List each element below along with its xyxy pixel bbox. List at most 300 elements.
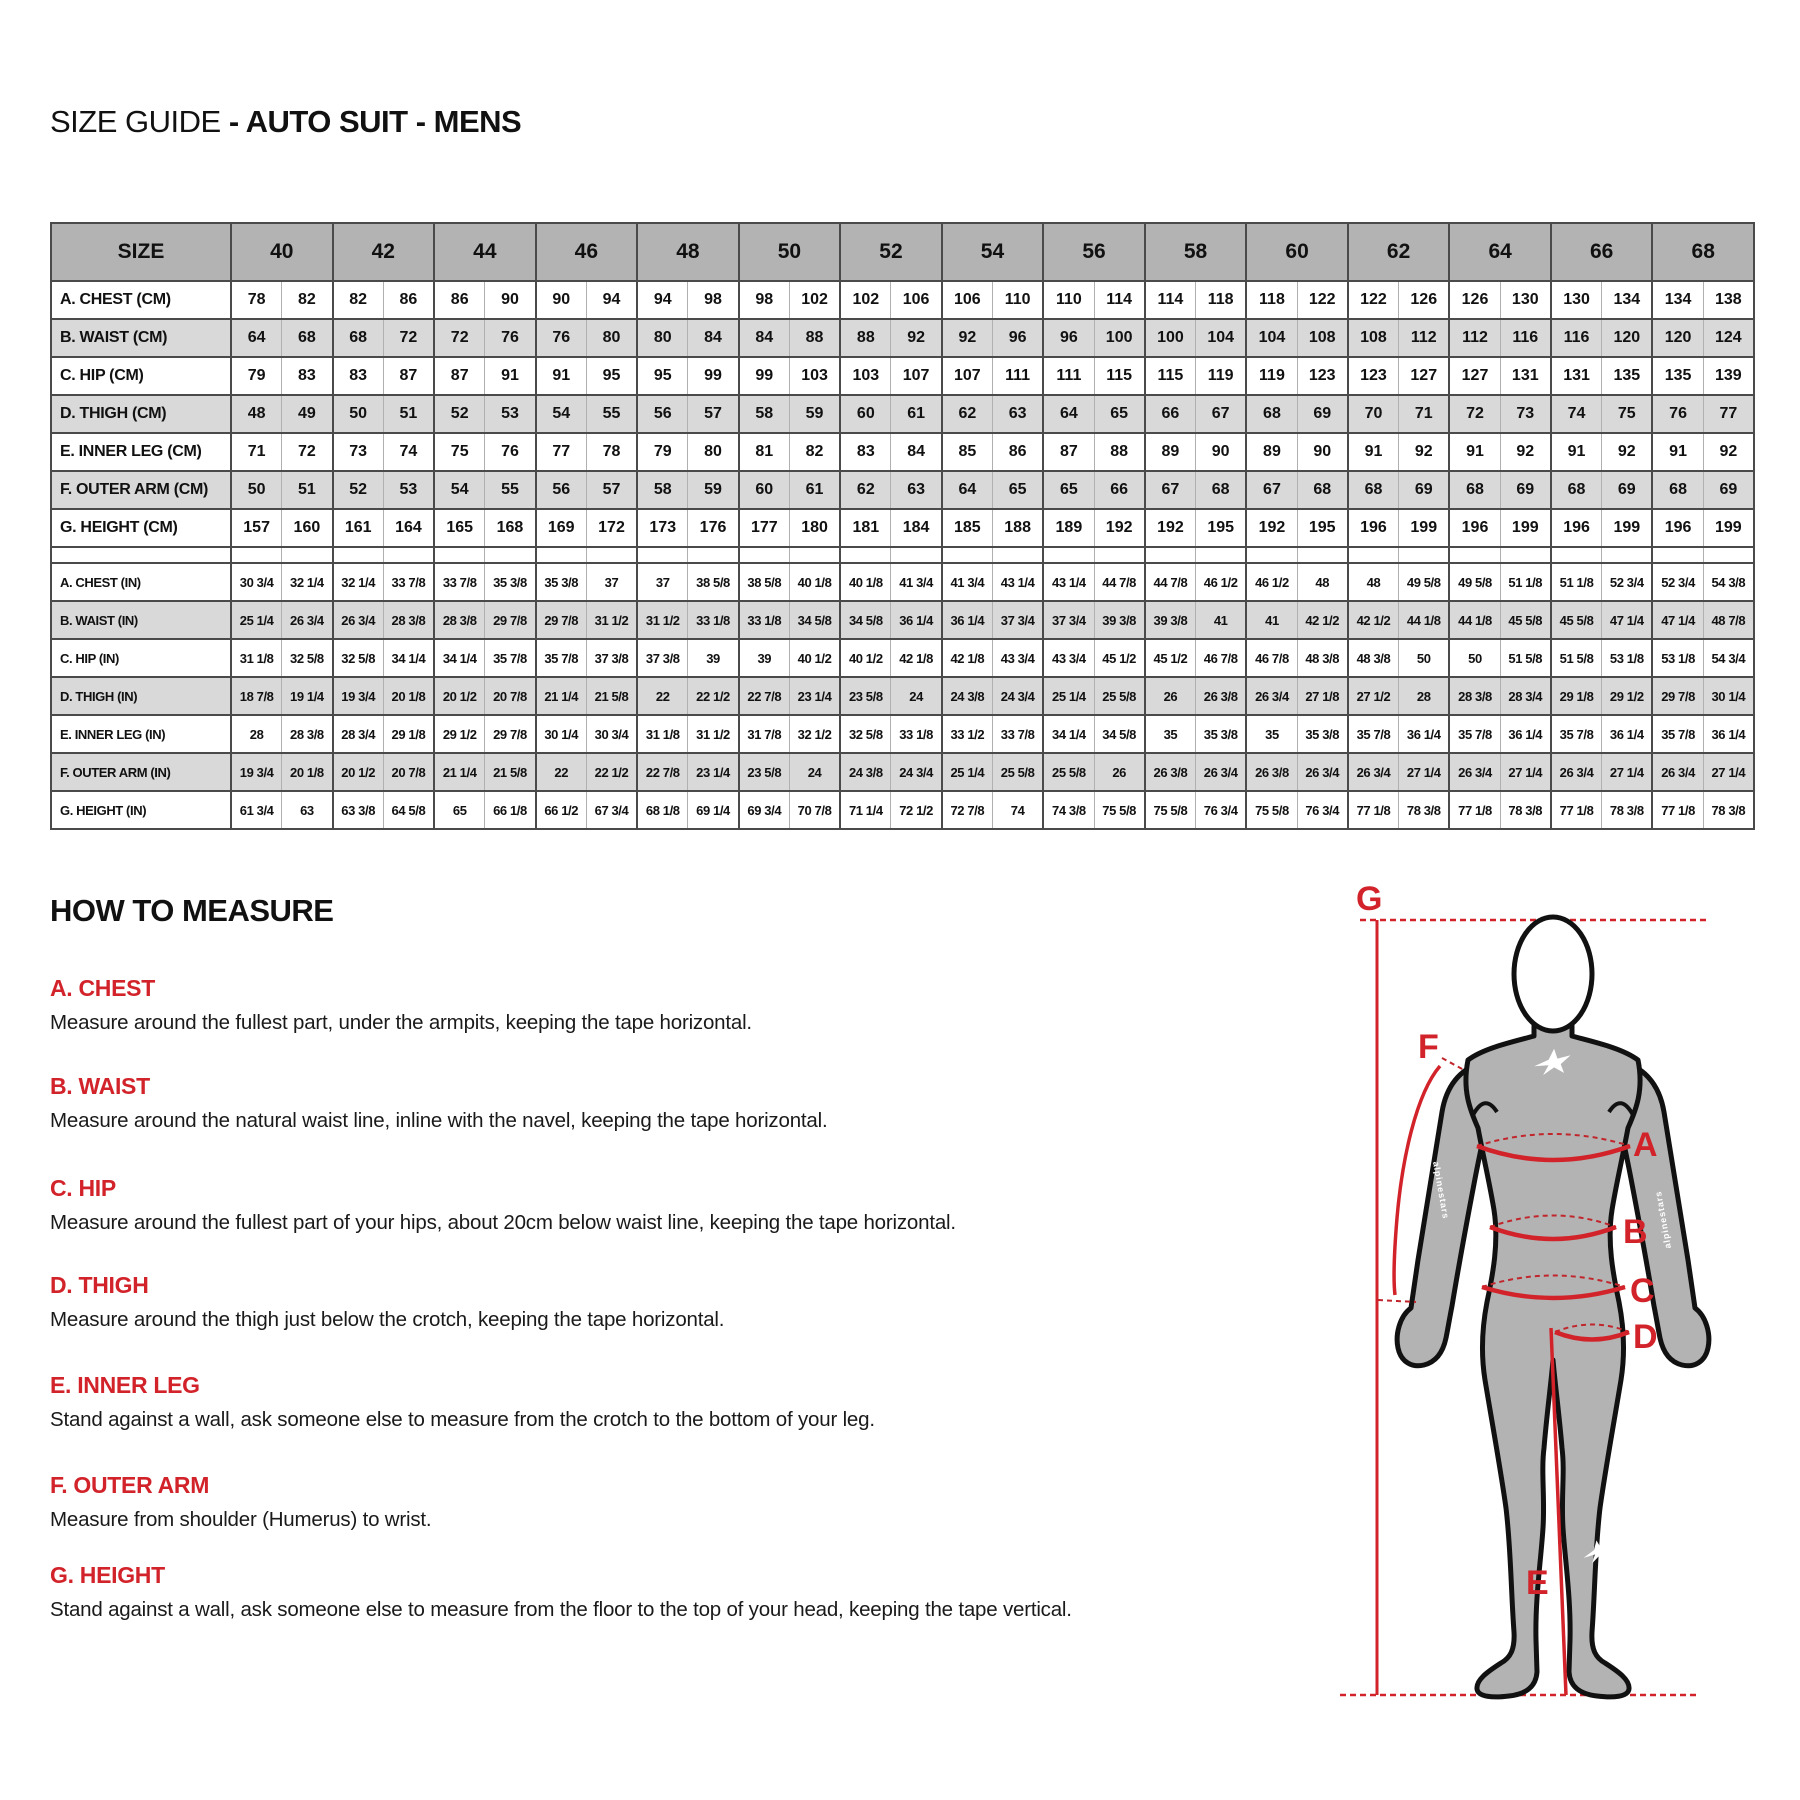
size-value-cell: 107 [891, 357, 942, 395]
size-value-cell: 28 3/8 [434, 601, 485, 639]
measure-section-inner-leg [50, 1372, 1320, 1432]
table-row [51, 357, 1754, 395]
size-value-cell: 72 [282, 433, 333, 471]
size-value-cell: 36 1/4 [1703, 715, 1754, 753]
size-value-cell: 29 7/8 [536, 601, 587, 639]
size-value-cell: 69 [1703, 471, 1754, 509]
row-label: A. CHEST (CM) [51, 281, 231, 319]
size-value-cell: 66 [1145, 395, 1196, 433]
size-value-cell: 78 3/8 [1399, 791, 1450, 829]
size-value-cell: 50 [1449, 639, 1500, 677]
size-value-cell: 45 5/8 [1500, 601, 1551, 639]
size-value-cell: 123 [1348, 357, 1399, 395]
size-value-cell: 24 3/4 [891, 753, 942, 791]
size-value-cell: 184 [891, 509, 942, 547]
size-value-cell: 23 5/8 [840, 677, 891, 715]
size-value-cell: 139 [1703, 357, 1754, 395]
size-value-cell: 89 [1246, 433, 1297, 471]
size-value-cell: 34 5/8 [1094, 715, 1145, 753]
size-value-cell: 86 [434, 281, 485, 319]
size-column-header: 64 [1449, 223, 1551, 281]
size-value-cell: 68 [1297, 471, 1348, 509]
size-value-cell: 21 5/8 [485, 753, 536, 791]
row-label: C. HIP (CM) [51, 357, 231, 395]
size-value-cell: 22 7/8 [637, 753, 688, 791]
size-value-cell: 91 [485, 357, 536, 395]
size-value-cell: 91 [1551, 433, 1602, 471]
size-value-cell: 84 [688, 319, 739, 357]
size-value-cell: 67 [1145, 471, 1196, 509]
size-value-cell: 65 [1043, 471, 1094, 509]
size-value-cell: 28 [231, 715, 282, 753]
size-value-cell: 169 [536, 509, 587, 547]
size-value-cell: 30 1/4 [536, 715, 587, 753]
size-value-cell: 67 [1246, 471, 1297, 509]
size-value-cell: 76 [1652, 395, 1703, 433]
size-value-cell: 29 7/8 [1652, 677, 1703, 715]
row-label: D. THIGH (IN) [51, 677, 231, 715]
size-value-cell: 24 3/4 [992, 677, 1043, 715]
size-value-cell: 45 1/2 [1094, 639, 1145, 677]
size-value-cell: 36 1/4 [1399, 715, 1450, 753]
size-value-cell: 49 5/8 [1399, 563, 1450, 601]
size-value-cell: 55 [586, 395, 637, 433]
size-value-cell: 91 [1348, 433, 1399, 471]
size-value-cell: 96 [1043, 319, 1094, 357]
size-value-cell: 78 [586, 433, 637, 471]
size-value-cell: 61 3/4 [231, 791, 282, 829]
size-value-cell: 33 7/8 [992, 715, 1043, 753]
size-header-row [51, 223, 1754, 281]
size-value-cell: 26 3/4 [1196, 753, 1247, 791]
size-value-cell: 123 [1297, 357, 1348, 395]
size-column-header: 58 [1145, 223, 1247, 281]
size-value-cell: 80 [586, 319, 637, 357]
size-value-cell: 112 [1399, 319, 1450, 357]
size-value-cell: 52 [333, 471, 384, 509]
measure-section-description: Stand against a wall, ask someone else to measure from the crotch to the bottom of your leg. [50, 1408, 875, 1431]
size-value-cell: 98 [688, 281, 739, 319]
size-value-cell: 157 [231, 509, 282, 547]
measure-section-title: D. THIGH [50, 1272, 149, 1298]
size-value-cell: 29 1/8 [383, 715, 434, 753]
size-value-cell: 68 [282, 319, 333, 357]
size-value-cell: 86 [992, 433, 1043, 471]
size-value-cell: 43 3/4 [992, 639, 1043, 677]
size-value-cell: 37 3/4 [1043, 601, 1094, 639]
size-value-cell: 65 [1094, 395, 1145, 433]
size-value-cell: 63 [992, 395, 1043, 433]
measure-section-height [50, 1562, 1320, 1622]
size-value-cell: 87 [383, 357, 434, 395]
size-value-cell: 35 [1145, 715, 1196, 753]
size-value-cell: 53 [485, 395, 536, 433]
size-value-cell: 45 5/8 [1551, 601, 1602, 639]
size-value-cell: 68 1/8 [637, 791, 688, 829]
size-value-cell: 34 5/8 [840, 601, 891, 639]
size-value-cell: 172 [586, 509, 637, 547]
size-value-cell: 52 [434, 395, 485, 433]
size-value-cell: 63 [282, 791, 333, 829]
page-title [50, 104, 521, 140]
size-value-cell: 26 [1145, 677, 1196, 715]
size-value-cell: 68 [1246, 395, 1297, 433]
size-value-cell: 20 1/8 [383, 677, 434, 715]
size-value-cell: 28 3/4 [1500, 677, 1551, 715]
size-value-cell: 34 1/4 [383, 639, 434, 677]
size-value-cell: 31 1/2 [688, 715, 739, 753]
row-label: F. OUTER ARM (IN) [51, 753, 231, 791]
size-value-cell: 58 [739, 395, 790, 433]
size-value-cell: 64 [1043, 395, 1094, 433]
size-value-cell: 46 7/8 [1246, 639, 1297, 677]
size-value-cell: 54 [434, 471, 485, 509]
size-value-cell: 72 7/8 [942, 791, 993, 829]
height-label: G [1356, 880, 1383, 918]
size-value-cell: 111 [1043, 357, 1094, 395]
size-value-cell: 115 [1094, 357, 1145, 395]
measure-section-description: Measure around the fullest part, under the armpits, keeping the tape horizontal. [50, 1011, 752, 1034]
size-value-cell: 41 [1246, 601, 1297, 639]
size-value-cell: 177 [739, 509, 790, 547]
size-value-cell: 165 [434, 509, 485, 547]
table-row [51, 319, 1754, 357]
size-column-header: 44 [434, 223, 536, 281]
size-value-cell: 104 [1196, 319, 1247, 357]
size-value-cell: 78 [231, 281, 282, 319]
table-row [51, 715, 1754, 753]
size-value-cell: 44 7/8 [1094, 563, 1145, 601]
size-column-header: 48 [637, 223, 739, 281]
size-value-cell: 68 [333, 319, 384, 357]
size-value-cell: 47 1/4 [1602, 601, 1653, 639]
size-value-cell: 71 [231, 433, 282, 471]
size-value-cell: 118 [1196, 281, 1247, 319]
how-to-measure-heading: HOW TO MEASURE [50, 893, 334, 928]
size-value-cell: 64 [942, 471, 993, 509]
size-value-cell: 28 3/8 [1449, 677, 1500, 715]
size-value-cell: 75 [434, 433, 485, 471]
size-value-cell: 72 [383, 319, 434, 357]
size-value-cell: 32 5/8 [282, 639, 333, 677]
size-value-cell: 199 [1500, 509, 1551, 547]
size-value-cell: 51 1/8 [1500, 563, 1551, 601]
size-value-cell: 76 [485, 433, 536, 471]
size-value-cell: 35 [1246, 715, 1297, 753]
size-value-cell: 24 [789, 753, 840, 791]
size-value-cell: 134 [1602, 281, 1653, 319]
size-value-cell: 77 [1703, 395, 1754, 433]
size-value-cell: 168 [485, 509, 536, 547]
page-title-regular: SIZE GUIDE [50, 104, 229, 139]
size-value-cell: 196 [1449, 509, 1500, 547]
measure-section-description: Stand against a wall, ask someone else to measure from the floor to the top of your head, keeping the tape vertical. [50, 1598, 1072, 1621]
measure-section-title: G. HEIGHT [50, 1562, 165, 1588]
size-value-cell: 34 5/8 [789, 601, 840, 639]
row-label: F. OUTER ARM (CM) [51, 471, 231, 509]
waist-label: B [1623, 1213, 1648, 1251]
size-value-cell: 20 1/2 [434, 677, 485, 715]
size-value-cell: 88 [840, 319, 891, 357]
size-value-cell: 26 3/4 [1652, 753, 1703, 791]
size-value-cell: 51 [282, 471, 333, 509]
size-value-cell: 52 3/4 [1602, 563, 1653, 601]
size-value-cell: 138 [1703, 281, 1754, 319]
measure-section-chest [50, 975, 1320, 1035]
size-value-cell: 31 1/8 [637, 715, 688, 753]
size-value-cell: 92 [1399, 433, 1450, 471]
size-value-cell: 82 [789, 433, 840, 471]
size-value-cell: 53 1/8 [1652, 639, 1703, 677]
size-value-cell: 107 [942, 357, 993, 395]
size-value-cell: 68 [1449, 471, 1500, 509]
size-value-cell: 21 5/8 [586, 677, 637, 715]
size-value-cell: 120 [1652, 319, 1703, 357]
size-value-cell: 99 [688, 357, 739, 395]
size-value-cell: 33 7/8 [434, 563, 485, 601]
size-value-cell: 31 1/2 [586, 601, 637, 639]
size-value-cell: 31 1/2 [637, 601, 688, 639]
size-value-cell: 27 1/8 [1297, 677, 1348, 715]
size-value-cell: 69 [1602, 471, 1653, 509]
size-value-cell: 38 5/8 [688, 563, 739, 601]
size-value-cell: 24 3/8 [840, 753, 891, 791]
size-value-cell: 91 [536, 357, 587, 395]
size-value-cell: 124 [1703, 319, 1754, 357]
size-value-cell: 28 3/8 [282, 715, 333, 753]
size-value-cell: 127 [1449, 357, 1500, 395]
size-value-cell: 126 [1399, 281, 1450, 319]
size-value-cell: 43 1/4 [1043, 563, 1094, 601]
size-value-cell: 50 [333, 395, 384, 433]
size-value-cell: 43 3/4 [1043, 639, 1094, 677]
table-row [51, 563, 1754, 601]
size-value-cell: 36 1/4 [942, 601, 993, 639]
table-row [51, 601, 1754, 639]
size-value-cell: 180 [789, 509, 840, 547]
size-value-cell: 69 3/4 [739, 791, 790, 829]
size-value-cell: 72 1/2 [891, 791, 942, 829]
size-value-cell: 83 [840, 433, 891, 471]
size-value-cell: 76 [536, 319, 587, 357]
size-value-cell: 35 3/8 [1196, 715, 1247, 753]
size-value-cell: 20 1/2 [333, 753, 384, 791]
size-value-cell: 68 [1348, 471, 1399, 509]
hip-label: C [1630, 1272, 1655, 1310]
measure-section-waist [50, 1073, 1320, 1133]
size-value-cell: 27 1/4 [1602, 753, 1653, 791]
size-value-cell: 69 [1399, 471, 1450, 509]
size-value-cell: 94 [586, 281, 637, 319]
measure-section-title: B. WAIST [50, 1073, 150, 1099]
size-value-cell: 19 1/4 [282, 677, 333, 715]
head-silhouette [1514, 917, 1592, 1031]
size-value-cell: 70 [1348, 395, 1399, 433]
size-value-cell: 65 [992, 471, 1043, 509]
size-value-cell: 50 [231, 471, 282, 509]
size-value-cell: 88 [1094, 433, 1145, 471]
size-value-cell: 22 1/2 [586, 753, 637, 791]
size-value-cell: 102 [840, 281, 891, 319]
size-value-cell: 40 1/2 [789, 639, 840, 677]
size-value-cell: 92 [942, 319, 993, 357]
size-value-cell: 90 [1297, 433, 1348, 471]
measure-section-description: Measure around the natural waist line, inline with the navel, keeping the tape horizontal. [50, 1109, 828, 1132]
size-value-cell: 116 [1551, 319, 1602, 357]
measure-section-thigh [50, 1272, 1320, 1332]
size-value-cell: 66 [1094, 471, 1145, 509]
row-label: B. WAIST (CM) [51, 319, 231, 357]
size-value-cell: 29 1/8 [1551, 677, 1602, 715]
size-value-cell: 77 1/8 [1449, 791, 1500, 829]
size-value-cell: 130 [1551, 281, 1602, 319]
size-value-cell: 134 [1652, 281, 1703, 319]
size-value-cell: 24 [891, 677, 942, 715]
size-value-cell: 108 [1297, 319, 1348, 357]
size-value-cell: 135 [1652, 357, 1703, 395]
size-value-cell: 33 1/8 [688, 601, 739, 639]
size-value-cell: 67 [1196, 395, 1247, 433]
size-value-cell: 44 1/8 [1449, 601, 1500, 639]
size-value-cell: 77 1/8 [1652, 791, 1703, 829]
size-value-cell: 58 [637, 471, 688, 509]
size-value-cell: 69 [1500, 471, 1551, 509]
chest-label: A [1633, 1126, 1658, 1164]
size-value-cell: 40 1/2 [840, 639, 891, 677]
row-label: A. CHEST (IN) [51, 563, 231, 601]
size-value-cell: 27 1/2 [1348, 677, 1399, 715]
size-value-cell: 122 [1348, 281, 1399, 319]
size-value-cell: 84 [891, 433, 942, 471]
size-value-cell: 33 1/2 [942, 715, 993, 753]
size-value-cell: 36 1/4 [1602, 715, 1653, 753]
size-value-cell: 72 [434, 319, 485, 357]
table-row [51, 433, 1754, 471]
size-value-cell: 19 3/4 [333, 677, 384, 715]
size-value-cell: 83 [282, 357, 333, 395]
size-value-cell: 26 3/8 [1145, 753, 1196, 791]
size-value-cell: 63 3/8 [333, 791, 384, 829]
size-value-cell: 32 1/2 [789, 715, 840, 753]
size-value-cell: 24 3/8 [942, 677, 993, 715]
size-value-cell: 66 1/8 [485, 791, 536, 829]
size-value-cell: 75 [1602, 395, 1653, 433]
size-value-cell: 118 [1246, 281, 1297, 319]
size-value-cell: 64 [231, 319, 282, 357]
size-value-cell: 82 [333, 281, 384, 319]
size-value-cell: 61 [789, 471, 840, 509]
size-value-cell: 110 [992, 281, 1043, 319]
measure-section-outer-arm [50, 1472, 1320, 1532]
size-value-cell: 48 3/8 [1348, 639, 1399, 677]
size-value-cell: 34 1/4 [434, 639, 485, 677]
size-value-cell: 161 [333, 509, 384, 547]
size-value-cell: 48 [1297, 563, 1348, 601]
size-value-cell: 90 [1196, 433, 1247, 471]
size-value-cell: 181 [840, 509, 891, 547]
size-value-cell: 73 [333, 433, 384, 471]
size-value-cell: 34 1/4 [1043, 715, 1094, 753]
measure-section-title: C. HIP [50, 1175, 116, 1201]
size-value-cell: 77 [536, 433, 587, 471]
size-value-cell: 79 [231, 357, 282, 395]
size-value-cell: 195 [1196, 509, 1247, 547]
size-value-cell: 35 7/8 [485, 639, 536, 677]
size-value-cell: 189 [1043, 509, 1094, 547]
size-value-cell: 26 3/4 [1551, 753, 1602, 791]
size-value-cell: 75 5/8 [1145, 791, 1196, 829]
table-row [51, 791, 1754, 829]
measure-section-description: Measure around the fullest part of your hips, about 20cm below waist line, keeping the tape horizontal. [50, 1211, 956, 1234]
size-value-cell: 78 3/8 [1602, 791, 1653, 829]
size-value-cell: 80 [637, 319, 688, 357]
table-row [51, 281, 1754, 319]
how-to-measure-section [50, 893, 1320, 1621]
size-value-cell: 37 3/8 [637, 639, 688, 677]
size-value-cell: 130 [1500, 281, 1551, 319]
size-value-cell: 32 1/4 [333, 563, 384, 601]
size-value-cell: 103 [840, 357, 891, 395]
size-value-cell: 84 [739, 319, 790, 357]
size-column-header: 60 [1246, 223, 1348, 281]
measure-section-description: Measure around the thigh just below the crotch, keeping the tape horizontal. [50, 1308, 725, 1331]
size-value-cell: 106 [942, 281, 993, 319]
size-value-cell: 25 5/8 [992, 753, 1043, 791]
size-value-cell: 41 3/4 [891, 563, 942, 601]
size-value-cell: 112 [1449, 319, 1500, 357]
size-value-cell: 119 [1246, 357, 1297, 395]
size-value-cell: 195 [1297, 509, 1348, 547]
size-value-cell: 54 [536, 395, 587, 433]
measurement-diagram [1330, 850, 1800, 1740]
size-value-cell: 51 5/8 [1551, 639, 1602, 677]
size-value-cell: 42 1/2 [1297, 601, 1348, 639]
size-value-cell: 29 7/8 [485, 601, 536, 639]
size-column-header: 66 [1551, 223, 1653, 281]
size-value-cell: 78 3/8 [1703, 791, 1754, 829]
size-value-cell: 69 1/4 [688, 791, 739, 829]
size-value-cell: 35 3/8 [536, 563, 587, 601]
size-value-cell: 53 1/8 [1602, 639, 1653, 677]
size-value-cell: 28 3/8 [383, 601, 434, 639]
size-value-cell: 192 [1246, 509, 1297, 547]
size-value-cell: 127 [1399, 357, 1450, 395]
size-value-cell: 68 [1551, 471, 1602, 509]
size-value-cell: 72 [1449, 395, 1500, 433]
thigh-label: D [1633, 1318, 1658, 1356]
size-column-header: 62 [1348, 223, 1450, 281]
size-value-cell: 104 [1246, 319, 1297, 357]
size-value-cell: 50 [1399, 639, 1450, 677]
measure-section-title: F. OUTER ARM [50, 1472, 210, 1498]
size-value-cell: 32 5/8 [333, 639, 384, 677]
size-value-cell: 32 5/8 [840, 715, 891, 753]
size-value-cell: 36 1/4 [891, 601, 942, 639]
size-value-cell: 96 [992, 319, 1043, 357]
size-value-cell: 71 [1399, 395, 1450, 433]
size-value-cell: 91 [1652, 433, 1703, 471]
size-value-cell: 77 1/8 [1551, 791, 1602, 829]
size-value-cell: 35 3/8 [485, 563, 536, 601]
size-value-cell: 199 [1602, 509, 1653, 547]
size-value-cell: 76 [485, 319, 536, 357]
size-value-cell: 131 [1500, 357, 1551, 395]
size-value-cell: 95 [586, 357, 637, 395]
size-value-cell: 32 1/4 [282, 563, 333, 601]
size-value-cell: 83 [333, 357, 384, 395]
size-value-cell: 68 [1652, 471, 1703, 509]
size-value-cell: 126 [1449, 281, 1500, 319]
